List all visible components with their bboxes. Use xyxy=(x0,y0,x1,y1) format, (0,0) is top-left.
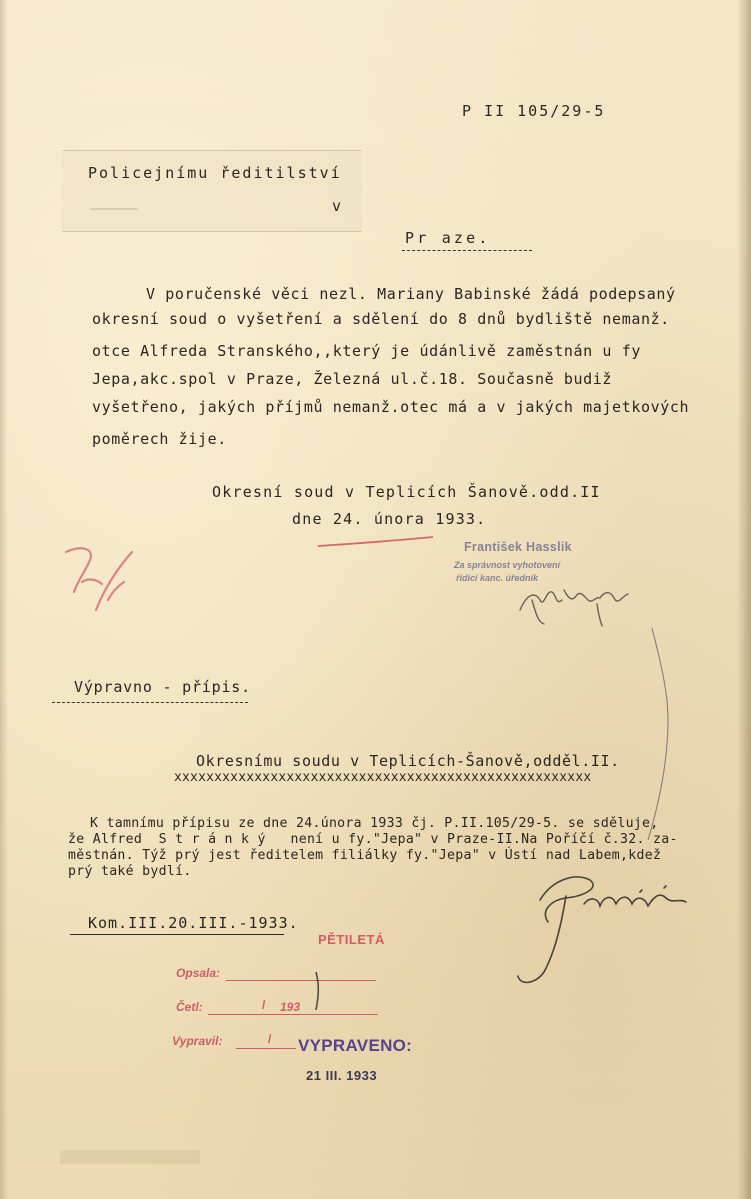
address-line-3: Pr aze. xyxy=(405,229,491,247)
petileta-stamp: PĚTILETÁ xyxy=(318,932,385,947)
body-line: Jepa,akc.spol v Praze, Železná ul.č.18. Současně budiž xyxy=(92,370,613,388)
address-line-1: Policejnímu ředitilství xyxy=(88,164,342,182)
body-line: vyšetřeno, jakých příjmů nemanž.otec má a v jakých majetkových xyxy=(92,398,690,416)
court-date: dne 24. února 1933. xyxy=(292,510,487,528)
reply-line: prý také bydlí. xyxy=(68,864,192,879)
cetl-slash: / xyxy=(262,998,266,1012)
reply-line: městnán. Týž prý jest ředitelem filiálky fy."Jepa" v Ústí nad Labem,kdež xyxy=(68,848,662,863)
red-pencil-mark xyxy=(66,548,132,610)
signature-lower xyxy=(518,877,686,982)
commission-date: Kom.III.20.III.-1933. xyxy=(88,914,299,932)
reply-title: Výpravno - přípis. xyxy=(74,678,251,696)
body-line: otce Alfreda Stranského,,který je údánlivě zaměstnán u fy xyxy=(92,342,641,360)
red-pencil-stroke xyxy=(318,537,433,546)
haslik-stamp-line3: řídící kanc. úředník xyxy=(456,573,539,583)
address-line-2: v xyxy=(332,197,342,215)
reference-number: P II 105/29-5 xyxy=(462,102,606,120)
reply-recipient: Okresnímu soudu v Teplicích-Šanově,odděl.II. xyxy=(196,752,620,770)
reply-line: že Alfred S t r á n k ý není u fy."Jepa" v Praze-II.Na Poříčí č.32. za- xyxy=(68,832,678,847)
cetl-label: Četl: xyxy=(176,1000,203,1014)
body-line: poměrech žije. xyxy=(92,430,227,448)
body-line: V poručenské věci nezl. Mariany Babinské žádá podepsaný xyxy=(146,285,676,303)
vypraveno-stamp: VYPRAVENO: xyxy=(298,1036,413,1055)
body-line: okresní soud o vyšetření a sdělení do 8 dnů bydliště nemanž. xyxy=(92,310,670,328)
pencil-line xyxy=(648,628,668,840)
reply-separator: xxxxxxxxxxxxxxxxxxxxxxxxxxxxxxxxxxxxxxxxxxxxxxxxxxxx xyxy=(174,770,592,785)
reply-line: K tamnímu přípisu ze dne 24.února 1933 čj. P.II.105/29-5. se sděluje, xyxy=(90,816,659,831)
pen-mark xyxy=(316,972,318,1010)
court-name: Okresní soud v Teplicích Šanově.odd.II xyxy=(212,483,601,501)
signature-upper xyxy=(520,590,628,626)
haslik-stamp-line2: Za správnost vyhotovení xyxy=(454,560,561,570)
opsal-label: Opsala: xyxy=(176,966,221,980)
haslik-stamp-name: František Hasslik xyxy=(464,540,572,554)
vypraveno-date: 21 III. 1933 xyxy=(306,1068,378,1083)
cetl-year: 193 xyxy=(280,1000,301,1014)
vypravil-slash: / xyxy=(268,1032,272,1046)
vypravil-label: Vypravil: xyxy=(172,1034,223,1048)
